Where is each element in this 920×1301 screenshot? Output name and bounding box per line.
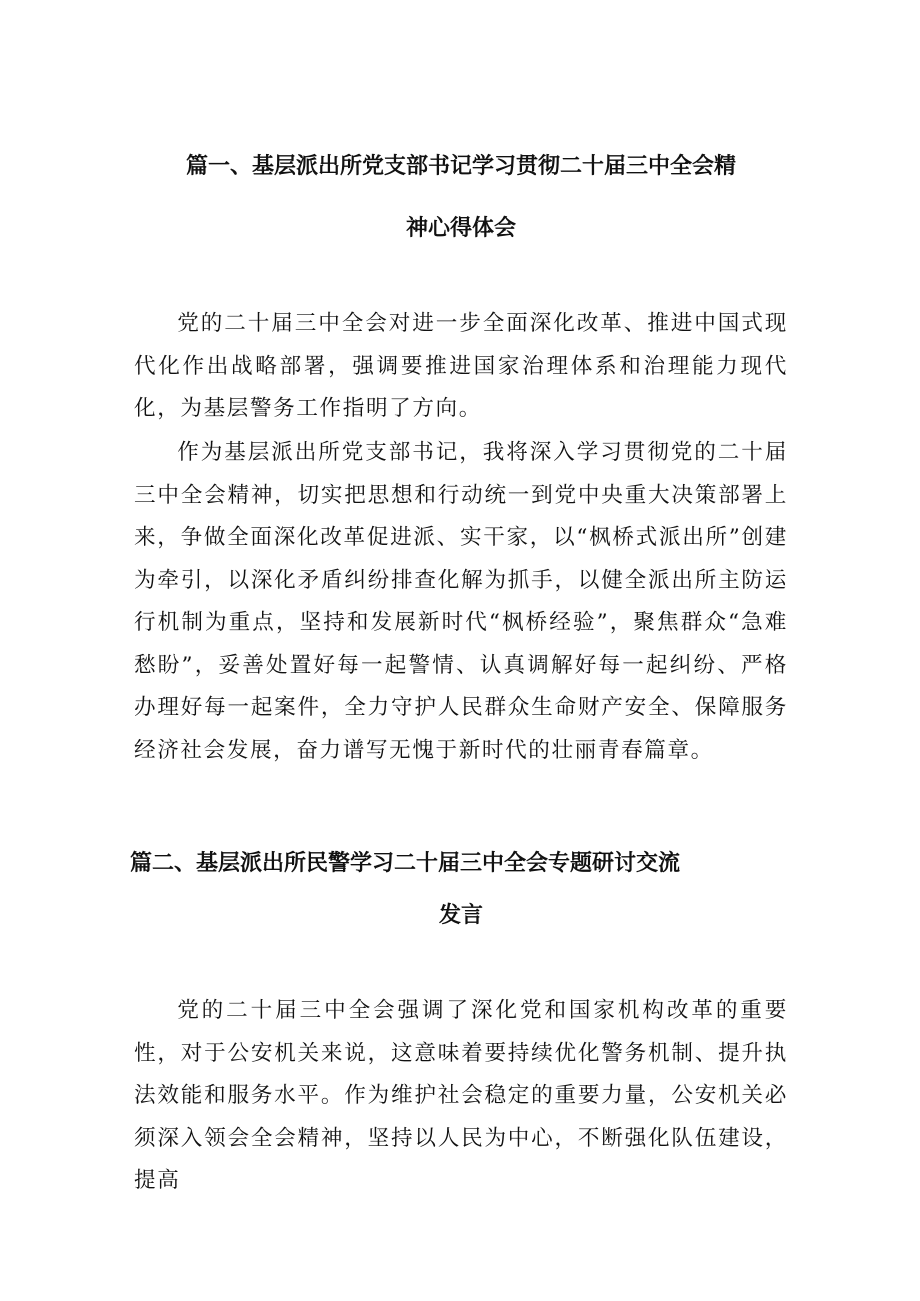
- section-2-paragraph-1: 党的二十届三中全会强调了深化党和国家机构改革的重要性，对于公安机关来说，这意味着要持续优化警务机制、提升执法效能和服务水平。作为维护社会稳定的重要力量，公安机关必须深入领会全会精神，坚持以人民为中心，不断强化队伍建设，提高: [134, 998, 788, 1193]
- section-1-paragraph-2: 作为基层派出所党支部书记，我将深入学习贯彻党的二十届三中全会精神，切实把思想和行动统一到党中央重大决策部署上来，争做全面深化改革促进派、实干家，以“枫桥式派出所”创建为牵引，以深化矛盾纠纷排查化解为抓手，以健全派出所主防运行机制为重点，坚持和发展新时代“枫桥经验”，聚焦群众“急难愁盼”，妥善处置好每一起警情、认真调解好每一起纠纷、严格办理好每一起案件，全力守护人民群众生命财产安全、保障服务经济社会发展，奋力谱写无愧于新时代的壮丽青春篇章。: [134, 440, 788, 763]
- section-1-paragraph-1: 党的二十届三中全会对进一步全面深化改革、推进中国式现代化作出战略部署，强调要推进国家治理体系和治理能力现代化，为基层警务工作指明了方向。: [134, 311, 788, 421]
- section-1-title: [134, 136, 788, 260]
- section-1-title-line-2: 神心得体会: [405, 216, 516, 241]
- section-1-title-line-1: 篇一、基层派出所党支部书记学习贯彻二十届三中全会精: [185, 154, 736, 179]
- section-2-title-line-2: 发言: [438, 903, 483, 928]
- section-2-title-line-1: 篇二、基层派出所民警学习二十届三中全会专题研讨交流: [130, 851, 681, 876]
